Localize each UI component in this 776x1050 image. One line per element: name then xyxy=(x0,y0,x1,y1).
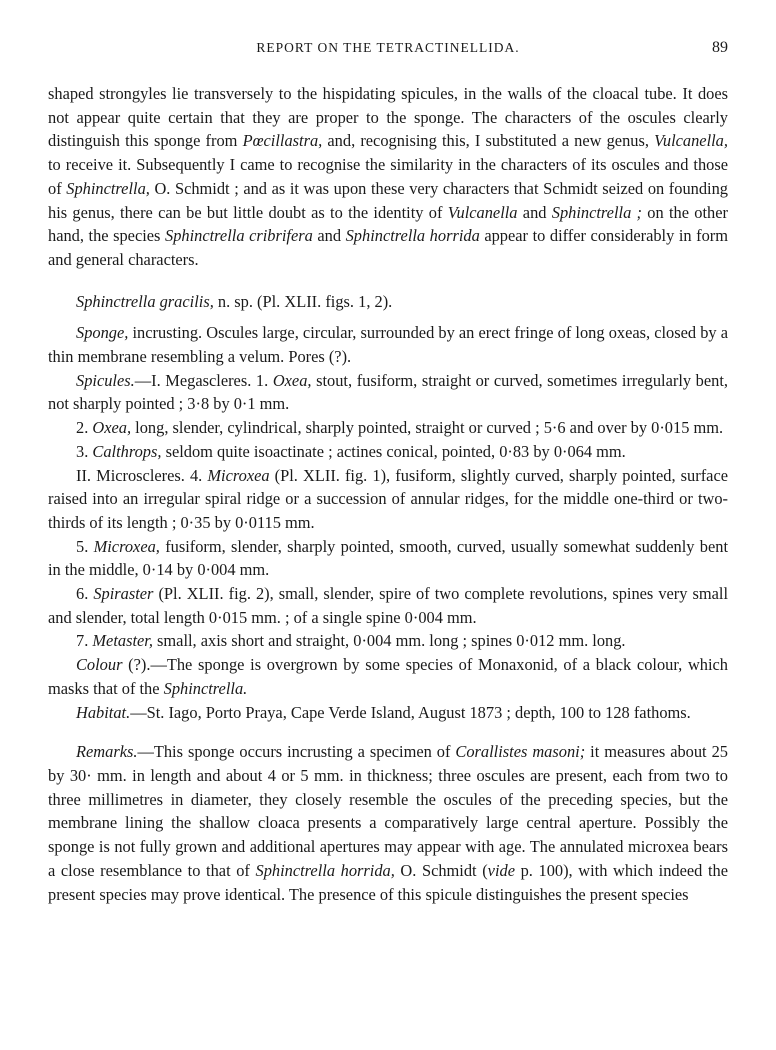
colour-label: Colour xyxy=(76,655,123,675)
body-text xyxy=(48,82,728,906)
text-run: 2. xyxy=(76,418,93,438)
text-run: shaped strongyles lie transversely to the hispidating spicules, in the walls of the cloacal tube. It does not appear quite certain that they are proper to the sponge. The characters of the oscules clearly distinguish this sponge from xyxy=(48,84,728,151)
sponge-text: incrusting. Oscules large, circular, surrounded by an erect fringe of long oxeas, closed by a thin membrane resembling a velum. Pores (?). xyxy=(48,323,728,367)
species-name: Sphinctrella cribrifera xyxy=(165,226,313,246)
text-run: II. Microscleres. 4. xyxy=(76,465,208,485)
genus-name: Sphinctrella. xyxy=(163,678,248,698)
remarks-label: Remarks. xyxy=(76,742,138,762)
species-name: Corallistes masoni; xyxy=(455,742,586,762)
genus-name: Sphinctrella ; xyxy=(551,202,643,222)
text-run: O. Schmidt ( xyxy=(394,860,488,880)
page-number: 89 xyxy=(712,39,728,56)
genus-name: Vulcanella, xyxy=(654,131,728,151)
text-run: and xyxy=(312,226,346,246)
spicule-name: Microxea, xyxy=(93,536,160,556)
text-run: O. Schmidt ; and as it was upon these very characters that Schmidt seized on founding his genus, there can be but little doubt as to the identity of xyxy=(48,178,728,222)
text-run: —St. Iago, Porto Praya, Cape Verde Island, August 1873 ; depth, 100 to 128 fathoms. xyxy=(130,702,691,722)
text-run: appear to differ considerably in form and general characters. xyxy=(48,226,729,269)
species-heading-rest: n. sp. (Pl. XLII. figs. 1, 2). xyxy=(213,291,393,311)
text-run: 5. xyxy=(76,536,94,556)
text-run: 3. xyxy=(76,441,93,461)
spicule-4-paragraph xyxy=(48,464,728,535)
running-title: REPORT ON THE TETRACTINELLIDA. xyxy=(256,40,520,55)
genus-name: Vulcanella xyxy=(447,202,518,222)
spicule-name: Calthrops, xyxy=(92,441,162,461)
text-run: p. 100), with which indeed the present species may prove identical. The presence of this spicule distinguishes the present species xyxy=(48,860,728,904)
species-heading xyxy=(48,290,728,314)
text-run: small, axis short and straight, 0·004 mm. long ; spines 0·012 mm. long. xyxy=(152,631,626,651)
intro-paragraph xyxy=(48,82,728,272)
spicule-name: Spiraster xyxy=(93,584,154,604)
spicule-3-paragraph xyxy=(48,440,728,464)
genus-name: Pœcillastra, xyxy=(242,131,323,151)
text-run: (Pl. XLII. fig. 1), fusiform, slightly curved, sharply pointed, surface raised into an irregular spiral ridge or a succession of annular ridges, for the middle one-third or two-thirds of its length ; 0·35 by 0·0115 mm. xyxy=(48,465,728,532)
text-run: 6. xyxy=(76,584,94,604)
remarks-paragraph xyxy=(48,740,728,906)
sponge-label: Sponge, xyxy=(76,323,129,343)
spicule-6-paragraph xyxy=(48,582,728,629)
species-name: Sphinctrella horrida xyxy=(345,226,480,246)
text-run: on the other hand, the species xyxy=(48,202,728,246)
text-run: 7. xyxy=(76,631,93,651)
text-run: —I. Megascleres. 1. xyxy=(134,370,273,390)
text-run: to receive it. Subsequently I came to recognise the similarity in the characters of its oscules and those of xyxy=(48,155,728,198)
spicule-name: Microxea xyxy=(207,465,270,485)
text-run: and xyxy=(517,202,552,222)
spicule-1-paragraph xyxy=(48,369,728,416)
text-run: stout, fusiform, straight or curved, sometimes irregularly bent, not sharply pointed ; 3·8 by 0·1 mm. xyxy=(48,370,728,414)
text-run: fusiform, slender, sharply pointed, smooth, curved, usually somewhat suddenly bent in the middle, 0·14 by 0·004 mm. xyxy=(48,536,728,580)
page-header xyxy=(48,40,728,64)
habitat-paragraph xyxy=(48,701,728,725)
text-run: long, slender, cylindrical, sharply pointed, straight or curved ; 5·6 and over by 0·015 mm. xyxy=(131,418,724,438)
text-run: it measures about 25 by 30· mm. in length and about 4 or 5 mm. in thickness; three oscules are present, each from two to three millimetres in diameter, they closely resemble the oscules of the preceding species, but the membrane lining the shallow cloaca presents a comparatively large central aperture. Possibly the sponge is not fully grown and additional apertures may appear with age. The annulated microxea bears a close resemblance to that of xyxy=(48,742,728,880)
spicule-name: Oxea, xyxy=(272,370,312,390)
sponge-paragraph xyxy=(48,321,728,368)
text-run: and, recognising this, I substituted a new genus, xyxy=(322,131,655,151)
habitat-label: Habitat. xyxy=(76,702,131,722)
spicule-5-paragraph xyxy=(48,535,728,582)
spicule-name: Oxea, xyxy=(92,418,132,438)
spicule-2-paragraph xyxy=(48,416,728,440)
text-run: (?).—The sponge is overgrown by some species of Monaxonid, of a black colour, which masks that of the xyxy=(48,655,728,698)
spicule-name: Metaster, xyxy=(92,631,153,651)
spicule-7-paragraph xyxy=(48,629,728,653)
colour-paragraph xyxy=(48,653,728,700)
text-run: —This sponge occurs incrusting a specimen of xyxy=(137,742,456,762)
latin-word: vide xyxy=(487,860,515,880)
species-heading-name: Sphinctrella gracilis, xyxy=(76,291,214,311)
text-run: (Pl. XLII. fig. 2), small, slender, spire of two complete revolutions, spines very small and slender, total length 0·015 mm. ; of a single spine 0·004 mm. xyxy=(48,584,728,627)
genus-name: Sphinctrella, xyxy=(66,178,150,198)
spicules-label: Spicules. xyxy=(76,370,135,390)
species-name: Sphinctrella horrida, xyxy=(255,860,395,880)
text-run: seldom quite isoactinate ; actines conical, pointed, 0·83 by 0·064 mm. xyxy=(161,441,626,461)
